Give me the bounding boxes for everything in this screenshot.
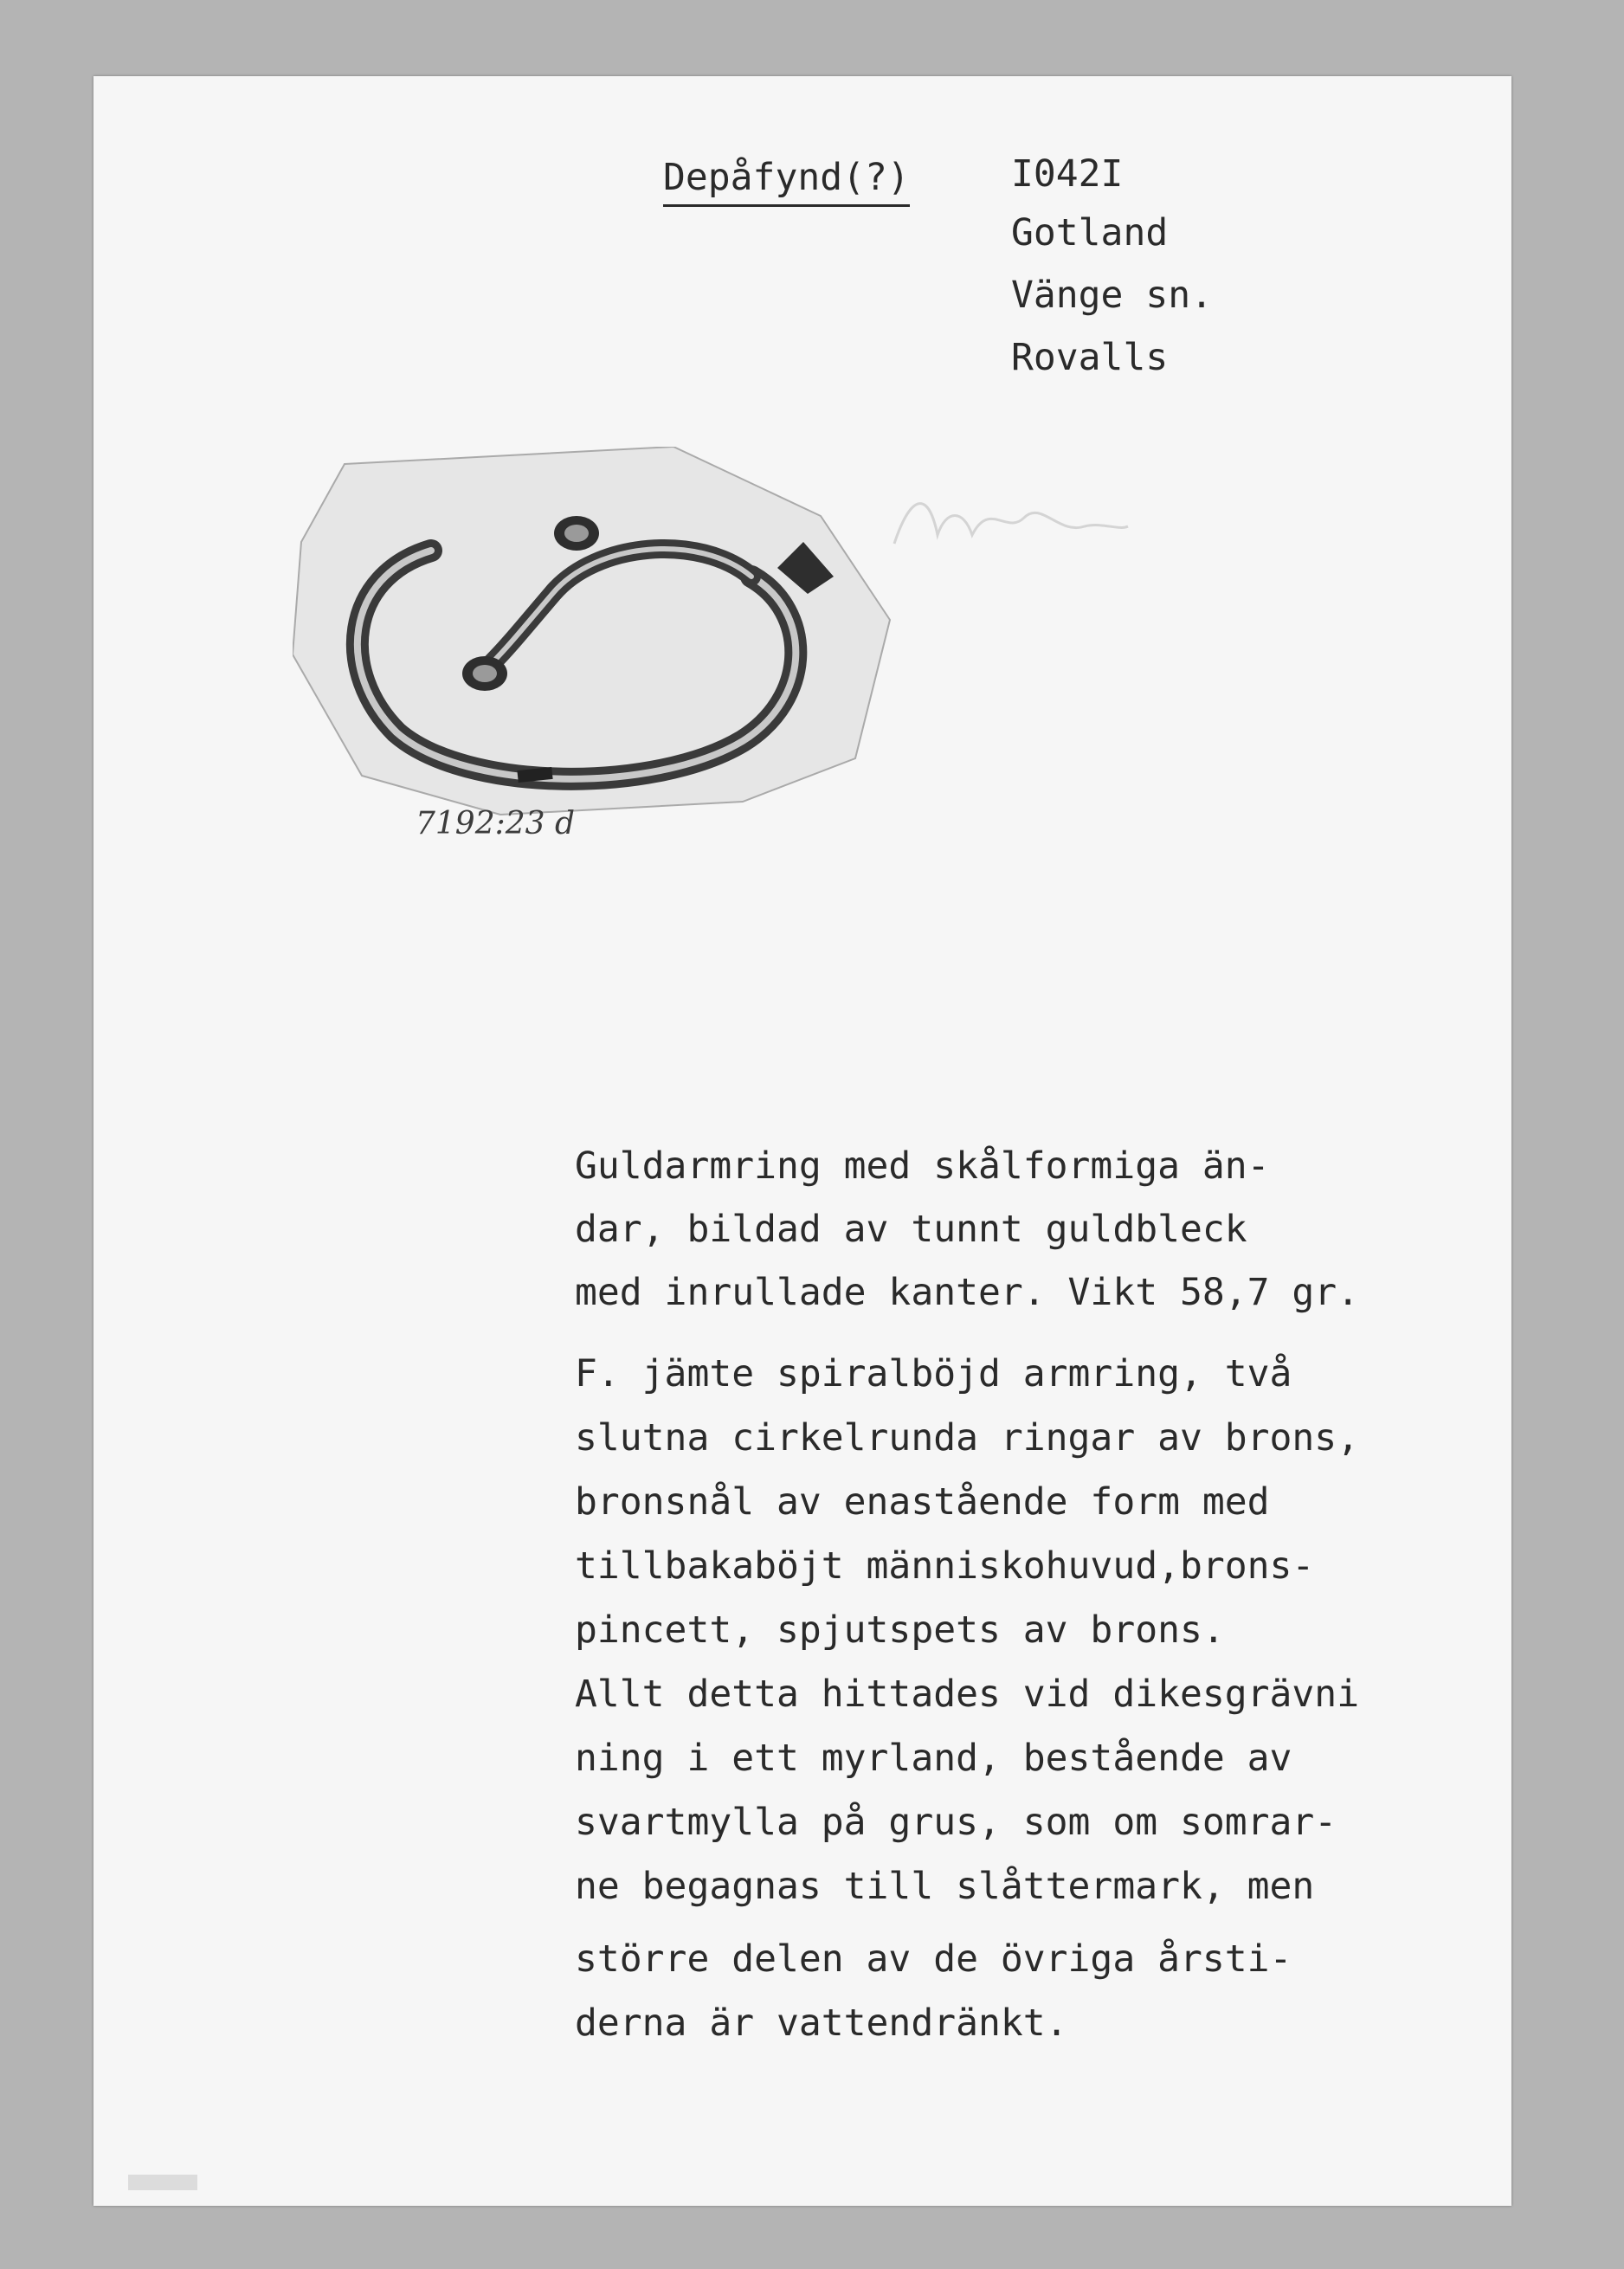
- description-line: tillbakaböjt människohuvud,brons-: [575, 1544, 1315, 1588]
- description-line: F. jämte spiralböjd armring, två: [575, 1352, 1292, 1396]
- description-line: med inrullade kanter. Vikt 58,7 gr.: [575, 1271, 1360, 1314]
- description-line: ning i ett myrland, bestående av: [575, 1737, 1292, 1780]
- description-line: Guldarmring med skålformiga än-: [575, 1144, 1270, 1188]
- corner-label: [128, 2175, 197, 2190]
- description-line: bronsnål av enastående form med: [575, 1480, 1270, 1524]
- description-line: dar, bildad av tunnt guldbleck: [575, 1208, 1247, 1251]
- catalog-number: I042I: [1011, 152, 1124, 196]
- description-line: svartmylla på grus, som om somrar-: [575, 1801, 1337, 1844]
- description-line: Allt detta hittades vid dikesgrävni: [575, 1673, 1360, 1716]
- description-line: pincett, spjutspets av brons.: [575, 1608, 1225, 1652]
- description-line: ne begagnas till slåttermark, men: [575, 1865, 1315, 1908]
- armring-photo: [293, 447, 899, 819]
- catalog-card: [93, 76, 1511, 2206]
- find-type-heading: Depåfynd(?): [663, 156, 910, 207]
- faint-signature-mark: [877, 483, 1137, 561]
- inventory-note: 7192:23 d: [416, 806, 576, 841]
- site-name: Rovalls: [1011, 336, 1169, 379]
- description-line: derna är vattendränkt.: [575, 2001, 1068, 2045]
- province: Gotland: [1011, 211, 1169, 255]
- description-line: slutna cirkelrunda ringar av brons,: [575, 1416, 1360, 1460]
- parish: Vänge sn.: [1011, 274, 1213, 317]
- description-line: större delen av de övriga årsti-: [575, 1937, 1292, 1981]
